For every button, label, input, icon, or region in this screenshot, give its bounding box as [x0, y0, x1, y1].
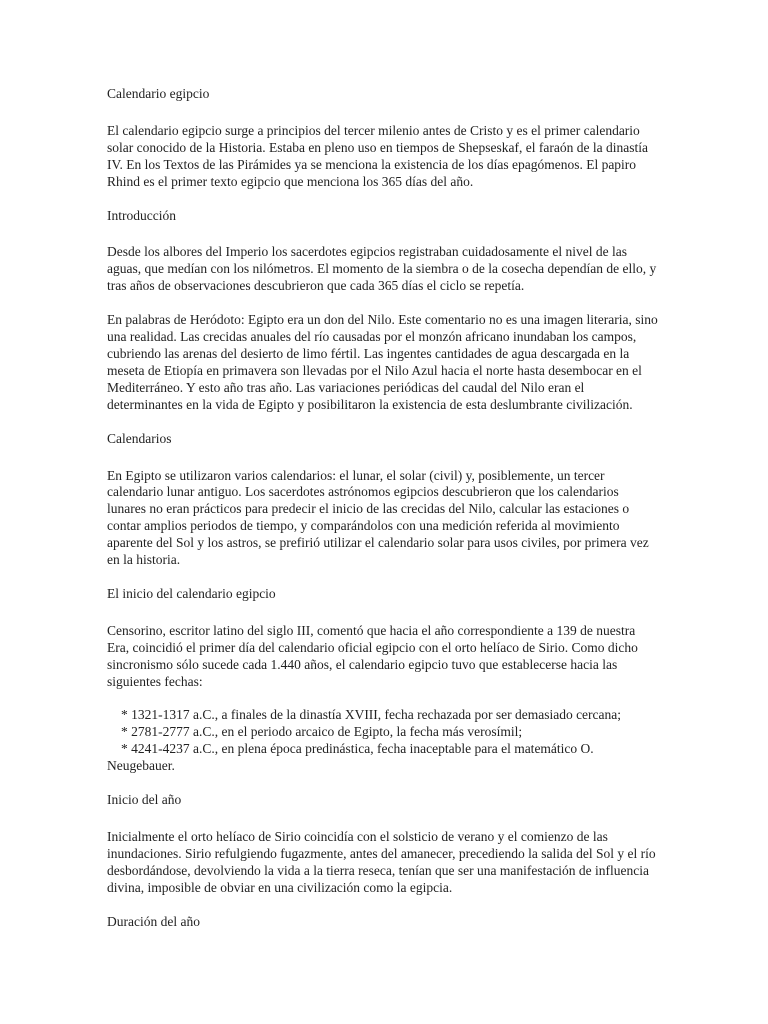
paragraph: Desde los albores del Imperio los sacerdotes egipcios registraban cuidadosamente el nivel de las aguas, que medían con los nilómetros. El momento de la siembra o de la cosecha dependían de ello, y tras años de observaciones descubrieron que cada 365 días el ciclo se repetía.	[107, 244, 657, 294]
document-page	[107, 86, 660, 951]
date-list	[107, 707, 660, 775]
list-item-text: * 2781-2777 a.C., en el periodo arcaico de Egipto, la fecha más verosímil;	[121, 724, 523, 740]
section-heading-introduccion: Introducción	[107, 207, 176, 223]
list-item	[107, 724, 660, 741]
list-item-text: * 4241-4237 a.C., en plena época predinástica, fecha inaceptable para el matemático O. Neugebauer.	[107, 741, 594, 774]
paragraph: En Egipto se utilizaron varios calendarios: el lunar, el solar (civil) y, posiblemente, un tercer calendario lunar antiguo. Los sacerdotes astrónomos egipcios descubrieron que los calendarios lunares no eran prácticos para predecir el inicio de las crecidas del Nilo, calcular las estaciones o contar amplios periodos de tiempo, y comparándolos con una medición referida al movimiento aparente del Sol y los astros, se prefirió utilizar el calendario solar para usos civiles, por primera vez en la historia.	[107, 467, 649, 568]
list-item	[107, 741, 660, 775]
document-title: Calendario egipcio	[107, 86, 210, 101]
paragraph: En palabras de Heródoto: Egipto era un don del Nilo. Este comentario no es una imagen literaria, sino una realidad. Las crecidas anuales del río causadas por el monzón africano inundaban los campos, cubriendo las arenas del desierto de limo fértil. Las ingentes cantidades de agua descargada en la meseta de Etiopía en primavera son llevadas por el Nilo Azul hacia el norte hasta desembocar en el Mediterráneo. Y esto año tras año. Las variaciones periódicas del caudal del Nilo eran el determinantes en la vida de Egipto y posibilitaron la existencia de esta deslumbrante civilización.	[107, 312, 658, 412]
paragraph: Censorino, escritor latino del siglo III, comentó que hacia el año correspondiente a 139 de nuestra Era, coincidió el primer día del calendario oficial egipcio con el orto helíaco de Sirio. Como dicho sincronismo sólo sucede cada 1.440 años, el calendario egipcio tuvo que establecerse hacia las siguientes fechas:	[107, 622, 638, 689]
section-heading-inicio-ano: Inicio del año	[107, 792, 182, 808]
section-heading-duracion-ano: Duración del año	[107, 913, 200, 929]
section-heading-calendarios: Calendarios	[107, 430, 172, 446]
paragraph: Inicialmente el orto helíaco de Sirio coincidía con el solsticio de verano y el comienzo de las inundaciones. Sirio refulgiendo fugazmente, antes del amanecer, precediendo la salida del Sol y el río desbordándose, devolviendo la vida a la tierra reseca, tenían que ser una manifestación de influencia divina, imposible de obviar en una civilización como la egipcia.	[107, 829, 656, 895]
intro-paragraph: El calendario egipcio surge a principios del tercer milenio antes de Cristo y es el primer calendario solar conocido de la Historia. Estaba en pleno uso en tiempos de Shepseskaf, el faraón de la dinastía IV. En los Textos de las Pirámides ya se menciona la existencia de los días epagómenos. El papiro Rhind es el primer texto egipcio que menciona los 365 días del año.	[107, 122, 648, 189]
list-item-text: * 1321-1317 a.C., a finales de la dinastía XVIII, fecha rechazada por ser demasiado cercana;	[121, 707, 622, 723]
section-heading-inicio-calendario: El inicio del calendario egipcio	[107, 585, 276, 601]
list-item	[107, 707, 660, 724]
